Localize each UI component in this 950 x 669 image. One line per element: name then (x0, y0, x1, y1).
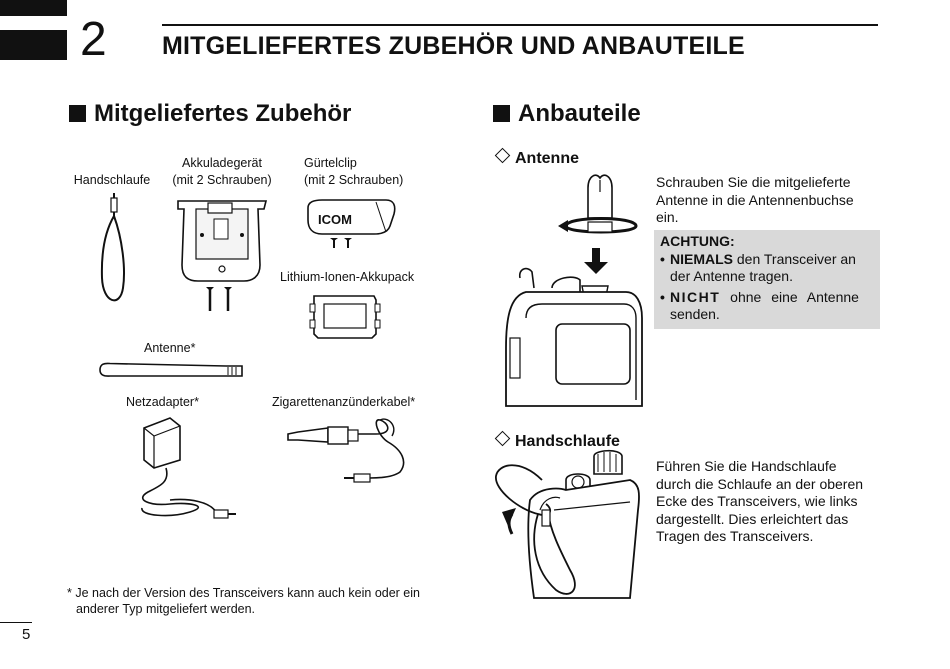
chapter-tab-bar-top (0, 0, 67, 16)
subsection-title-strap (494, 433, 620, 451)
strap-text-line1: Führen Sie die Handschlaufe (656, 458, 837, 474)
label-ac-adapter: Netzadapter* (126, 395, 199, 409)
caution-bullet-2-line2: senden. (670, 306, 720, 322)
antenna-text (656, 174, 878, 227)
label-charger-line1: Akkuladegerät (182, 156, 262, 170)
strap-text-line2: durch die Schlaufe an der oberen (656, 475, 864, 492)
strap-attaching-illustration (490, 450, 650, 600)
square-bullet-icon (493, 105, 510, 122)
ac-adapter-illustration (130, 412, 240, 532)
cigarette-cable-illustration (284, 412, 414, 492)
caution-box (654, 230, 880, 329)
label-cigarette-cable: Zigarettenanzünderkabel* (272, 395, 416, 409)
diamond-bullet-icon (495, 431, 511, 447)
caution-bullet-1-text: den Transceiver an (733, 250, 856, 267)
header-rule (162, 24, 878, 26)
label-battery: Lithium-Ionen-Akkupack (280, 270, 415, 284)
antenna-mounting-illustration (496, 168, 646, 408)
label-hand-strap: Handschlaufe (73, 173, 151, 187)
antenna-text-line3: ein. (656, 209, 679, 225)
chapter-number: 2 (80, 13, 107, 66)
antenna-illustration (96, 358, 246, 382)
chapter-tab-bar-bottom (0, 30, 67, 60)
caution-bullet-2-bold: NICHT (670, 288, 721, 305)
label-clip-line2: (mit 2 Schrauben) (304, 173, 404, 187)
chapter-title: MITGELIEFERTES ZUBEHÖR UND ANBAUTEILE (162, 32, 745, 60)
label-clip-line1: Gürtelclip (304, 156, 357, 170)
antenna-text-line2: Antenne in die Antennenbuchse (656, 191, 854, 208)
charger-illustration (174, 195, 274, 315)
footer-rule (0, 622, 32, 623)
subsection-title-text: Antenne (515, 150, 579, 167)
battery-pack-illustration (308, 290, 383, 342)
label-antenna: Antenne* (144, 341, 196, 355)
hand-strap-illustration (95, 188, 135, 313)
section-title-attachments (493, 100, 641, 128)
antenna-text-line1: Schrauben Sie die mitgelieferte (656, 174, 851, 190)
footnote-line2: anderer Typ mitgeliefert werden. (76, 602, 256, 616)
footnote-line1: * Je nach der Version des Transceivers kann auch kein oder ein (67, 586, 420, 600)
section-title-text: Mitgeliefertes Zubehör (94, 100, 352, 127)
caution-bullet-1-line2: der Antenne tragen. (670, 268, 793, 284)
strap-text (656, 458, 878, 546)
strap-text-line4: dargestellt. Dies erleichtert das (656, 510, 849, 527)
subsection-title-antenna (494, 150, 579, 168)
strap-text-line5: Tragen des Transceivers. (656, 528, 814, 544)
caution-bullet-2: • NICHT ohne eine Antenne senden. (660, 288, 859, 322)
label-charger-line2: (mit 2 Schrauben) (172, 173, 272, 187)
caution-label: ACHTUNG: (660, 233, 735, 249)
page-number: 5 (22, 626, 31, 643)
strap-text-line3: Ecke des Transceivers, wie links (656, 493, 858, 509)
caution-bullet-2-text: ohne eine Antenne (720, 288, 859, 305)
belt-clip-illustration (300, 196, 400, 251)
square-bullet-icon (69, 105, 86, 122)
diamond-bullet-icon (495, 148, 511, 164)
section-title-text: Anbauteile (518, 100, 641, 127)
caution-bullet-1: • NIEMALS den Transceiver an der Antenne tragen. (660, 250, 856, 284)
caution-bullet-1-bold: NIEMALS (670, 250, 733, 267)
section-title-accessories (69, 100, 351, 128)
subsection-title-text: Handschlaufe (515, 433, 620, 450)
clip-logo-text: ICOM (318, 212, 352, 227)
